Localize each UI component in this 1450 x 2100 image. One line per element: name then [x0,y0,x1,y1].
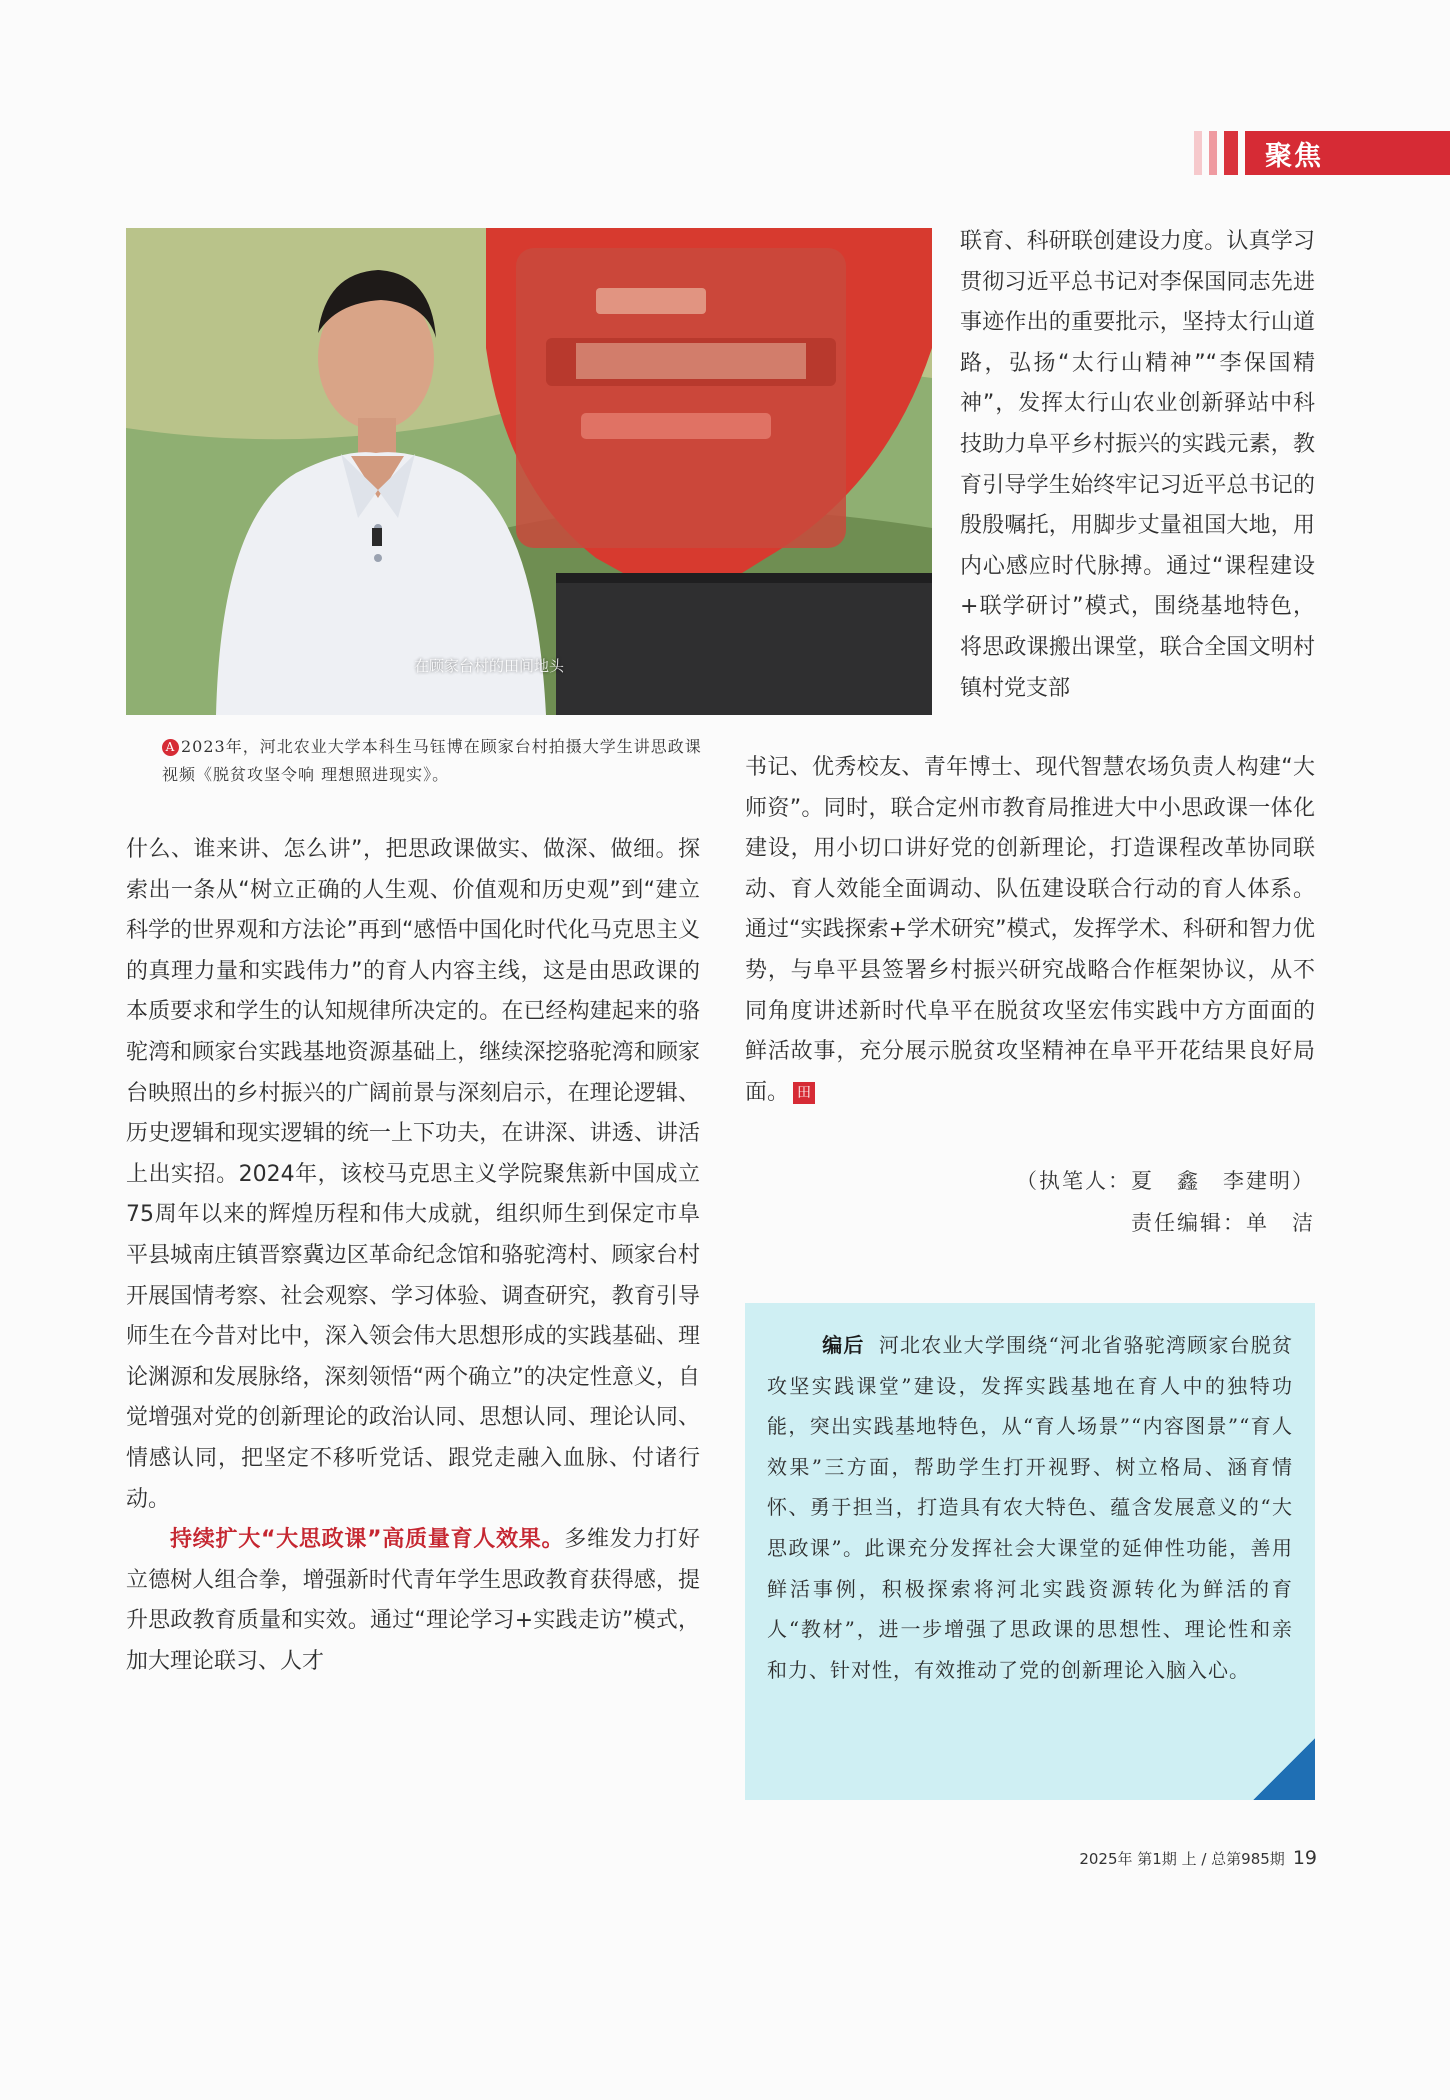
photo-caption [162,733,707,789]
editor-line: 责任编辑：单 洁 [1131,1211,1315,1235]
caption-text: 2023年，河北农业大学本科生马钰博在顾家台村拍摄大学生讲思政课视频《脱贫攻坚令响 理想照进现实》。 [162,737,702,784]
issue-info: 2025年 第1期 上 / 总第985期 [1079,1850,1285,1868]
writers-line: （执笔人：夏 鑫 李建明） [1016,1169,1315,1193]
end-mark-icon: 田 [793,1082,815,1104]
right-top-column [960,222,1315,709]
page-number: 19 [1292,1847,1317,1869]
editor-note [767,1325,1293,1690]
subheading: 持续扩大“大思政课”高质量育人效果。 [170,1527,565,1553]
page-curl-icon [1253,1738,1315,1800]
right-paragraph [745,748,1315,1113]
left-paragraph-2 [126,1520,700,1682]
left-paragraph-2-text: 多维发力打好立德树人组合拳，增强新时代青年学生思政教育获得感，提升思政教育质量和实效。通过“理论学习+实践走访”模式，加大理论联习、人才 [126,1527,700,1674]
tag-stripe [1224,131,1238,175]
right-top-paragraph: 联育、科研联创建设力度。认真学习贯彻习近平总书记对李保国同志先进事迹作出的重要批示，坚持太行山道路，弘扬“太行山精神”“李保国精神”，发挥太行山农业创新驿站中科技助力阜平乡村振兴的实践元素，教育引导学生始终牢记习近平总书记的殷殷嘱托，用脚步丈量祖国大地，用内心感应时代脉搏。通过“课程建设+联学研讨”模式，围绕基地特色，将思政课搬出课堂，联合全国文明村镇村党支部 [960,229,1315,701]
left-paragraph-1: 什么、谁来讲、怎么讲”，把思政课做实、做深、做细。探索出一条从“树立正确的人生观、价值观和历史观”到“建立科学的世界观和方法论”再到“感悟中国化时代化马克思主义的真理力量和实践伟力”的育人内容主线，这是由思政课的本质要求和学生的认知规律所决定的。在已经构建起来的骆驼湾和顾家台实践基地资源基础上，继续深挖骆驼湾和顾家台映照出的乡村振兴的广阔前景与深刻启示，在理论逻辑、历史逻辑和现实逻辑的统一上下功夫，在讲深、讲透、讲活上出实招。2024年，该校马克思主义学院聚焦新中国成立75周年以来的辉煌历程和伟大成就，组织师生到保定市阜平县城南庄镇晋察冀边区革命纪念馆和骆驼湾村、顾家台村开展国情考察、社会观察、学习体验、调查研究，教育引导师生在今昔对比中，深入领会伟大思想形成的实践基础、理论渊源和发展脉络，深刻领悟“两个确立”的决定性意义，自觉增强对党的创新理论的政治认同、思想认同、理论认同、情感认同，把坚定不移听党话、跟党走融入血脉、付诸行动。 [126,837,700,1512]
tag-stripe [1209,131,1217,175]
section-tag-label: 聚焦 [1245,131,1450,175]
left-column [126,830,700,1682]
caption-marker: A [162,739,179,756]
section-tag [1194,131,1450,175]
editor-note-box [745,1303,1315,1800]
right-column [745,748,1315,1113]
photo-illustration [126,228,932,715]
video-subtitle: 在顾家台村的田间地头 [414,657,565,675]
editor-note-text: 河北农业大学围绕“河北省骆驼湾顾家台脱贫攻坚实践课堂”建设，发挥实践基地在育人中的独特功能，突出实践基地特色，从“育人场景”“内容图景”“育人效果”三方面，帮助学生打开视野、树立格局、涵育情怀、勇于担当，打造具有农大特色、蕴含发展意义的“大思政课”。此课充分发挥社会大课堂的延伸性功能，善用鲜活事例，积极探索将河北实践资源转化为鲜活的育人“教材”，进一步增强了思政课的思想性、理论性和亲和力、针对性，有效推动了党的创新理论入脑入心。 [767,1333,1293,1682]
editor-note-heading: 编后 [822,1333,865,1357]
page-footer [1079,1847,1317,1869]
tag-stripe [1194,131,1202,175]
author-block [1016,1160,1315,1244]
article-photo [126,228,932,715]
right-paragraph-text: 书记、优秀校友、青年博士、现代智慧农场负责人构建“大师资”。同时，联合定州市教育局推进大中小思政课一体化建设，用小切口讲好党的创新理论，打造课程改革协同联动、育人效能全面调动、队伍建设联合行动的育人体系。通过“实践探索+学术研究”模式，发挥学术、科研和智力优势，与阜平县签署乡村振兴研究战略合作框架协议，从不同角度讲述新时代阜平在脱贫攻坚宏伟实践中方方面面的鲜活故事，充分展示脱贫攻坚精神在阜平开花结果良好局面。 [745,755,1315,1105]
